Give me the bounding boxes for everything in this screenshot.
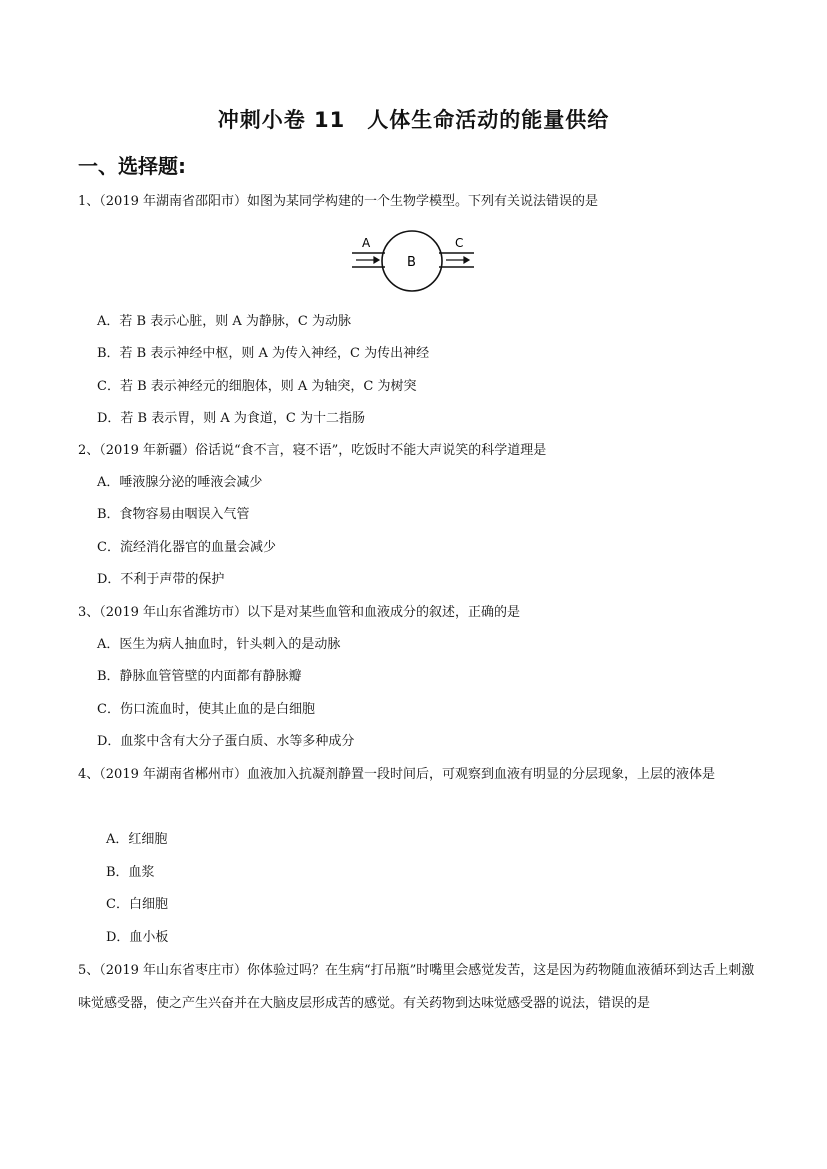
option-3b: B．静脉血管管壁的内面都有静脉瓣 [97, 669, 302, 684]
option-4c: C．白细胞 [106, 897, 168, 912]
question-stem: （2019 年山东省枣庄市）你体验过吗？在生病“打吊瓶”时嘴里会感觉发苦，这是因为药物随血液循环到达舌上刺激味觉感受器，使之产生兴奋并在大脑皮层形成苦的感觉。有关药物到达味觉感受器的说法，错误的是 [78, 963, 755, 1011]
option-4a: A．红细胞 [106, 832, 168, 847]
option-1a: A．若 B 表示心脏，则 A 为静脉，C 为动脉 [97, 314, 351, 329]
option-2c: C．流经消化器官的血量会减少 [97, 540, 276, 555]
question-number: 5、 [78, 963, 100, 978]
question-4 [78, 758, 758, 791]
option-2d: D．不利于声带的保护 [97, 572, 225, 587]
question-stem: （2019 年山东省潍坊市）以下是对某些血管和血液成分的叙述，正确的是 [99, 605, 520, 620]
question-3 [78, 597, 758, 629]
question-stem: （2019 年湖南省郴州市）血液加入抗凝剂静置一段时间后，可观察到血液有明显的分层现象，上层的液体是 [99, 767, 715, 782]
option-1d: D．若 B 表示胃，则 A 为食道，C 为十二指肠 [97, 411, 365, 426]
question-stem: （2019 年新疆）俗话说“食不言，寝不语”，吃饭时不能大声说笑的科学道理是 [99, 443, 547, 458]
option-3d: D．血浆中含有大分子蛋白质、水等多种成分 [97, 734, 355, 749]
question-5 [78, 954, 758, 1020]
question-2 [78, 435, 758, 467]
option-1b: B．若 B 表示神经中枢，则 A 为传入神经，C 为传出神经 [97, 346, 430, 361]
label-c: C [455, 236, 464, 250]
option-1c: C．若 B 表示神经元的细胞体，则 A 为轴突，C 为树突 [97, 379, 417, 394]
label-a: A [362, 236, 371, 250]
biology-model-diagram [348, 225, 478, 297]
option-4d: D．血小板 [106, 930, 169, 945]
question-stem: （2019 年湖南省邵阳市）如图为某同学构建的一个生物学模型。下列有关说法错误的是 [99, 194, 598, 209]
question-number: 2、 [78, 443, 100, 458]
question-number: 4、 [78, 767, 100, 782]
question-number: 1、 [78, 194, 100, 209]
question-1 [78, 186, 758, 218]
option-3c: C．伤口流血时，使其止血的是白细胞 [97, 702, 315, 717]
option-2a: A．唾液腺分泌的唾液会减少 [97, 475, 263, 490]
page-title: 冲刺小卷 11 人体生命活动的能量供给 [217, 108, 610, 132]
option-2b: B．食物容易由咽误入气管 [97, 507, 250, 522]
question-number: 3、 [78, 605, 100, 620]
option-3a: A．医生为病人抽血时，针头刺入的是动脉 [97, 637, 341, 652]
label-b: B [407, 255, 416, 270]
section-heading: 一、选择题: [78, 154, 186, 178]
option-4b: B．血浆 [106, 865, 155, 880]
